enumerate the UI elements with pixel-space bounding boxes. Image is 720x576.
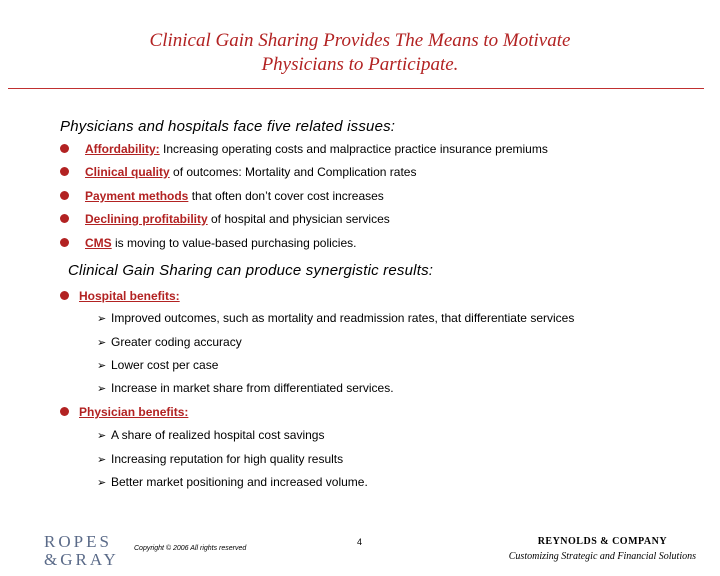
arrow-bullet-icon: ➢: [97, 313, 107, 325]
issue-keyword: Clinical quality: [85, 165, 170, 179]
issue-text: Increasing operating costs and malpractice practice insurance premiums: [159, 142, 548, 156]
issue-keyword: Payment methods: [85, 189, 189, 203]
benefit-group-physician: [60, 405, 188, 419]
physician-benefits-label: Physician benefits:: [79, 405, 189, 419]
copyright-notice: Copyright © 2006 All rights reserved: [134, 545, 247, 552]
issue-item: [60, 212, 390, 226]
bullet-dot-icon: [60, 238, 69, 247]
arrow-bullet-icon: ➢: [97, 454, 107, 466]
bullet-dot-icon: [60, 144, 69, 153]
arrow-bullet-icon: ➢: [97, 477, 107, 489]
issue-keyword: Declining profitability: [85, 212, 208, 226]
arrow-bullet-icon: ➢: [97, 383, 107, 395]
list-item: ➢ Greater coding accuracy: [97, 335, 242, 349]
bullet-dot-icon: [60, 407, 69, 416]
list-item: ➢ Increase in market share from differentiated services.: [97, 381, 394, 395]
issue-item: [60, 236, 356, 250]
benefit-group-hospital: [60, 289, 180, 303]
title-divider: [8, 88, 704, 89]
list-item: ➢ Better market positioning and increased volume.: [97, 475, 368, 489]
bullet-dot-icon: [60, 214, 69, 223]
section1-heading: Physicians and hospitals face five related issues:: [60, 118, 396, 135]
section2-heading: Clinical Gain Sharing can produce synergistic results:: [68, 262, 434, 279]
issue-keyword: Affordability:: [85, 142, 160, 156]
issue-text: that often don’t cover cost increases: [188, 189, 384, 203]
arrow-bullet-icon: ➢: [97, 430, 107, 442]
bullet-dot-icon: [60, 191, 69, 200]
arrow-bullet-icon: ➢: [97, 337, 107, 349]
issue-item: [60, 165, 416, 179]
page-number: 4: [357, 537, 363, 547]
issue-item: [60, 142, 548, 156]
issue-item: [60, 189, 384, 203]
list-item: ➢ A share of realized hospital cost savings: [97, 428, 325, 442]
arrow-bullet-icon: ➢: [97, 360, 107, 372]
slide-title-line2: Physicians to Participate.: [261, 54, 459, 75]
list-item: ➢ Improved outcomes, such as mortality and readmission rates, that differentiate services: [97, 311, 575, 325]
ropes-gray-logo: ROPES &GRAY: [44, 532, 119, 569]
slide-title-line1: Clinical Gain Sharing Provides The Means to Motivate: [149, 30, 571, 51]
list-item: ➢ Lower cost per case: [97, 358, 219, 372]
hospital-benefits-label: Hospital benefits:: [79, 289, 180, 303]
company-name: REYNOLDS & COMPANY: [537, 536, 668, 547]
bullet-dot-icon: [60, 291, 69, 300]
issue-text: of outcomes: Mortality and Complication rates: [169, 165, 417, 179]
company-block: [509, 536, 696, 562]
list-item: ➢ Increasing reputation for high quality results: [97, 452, 344, 466]
issue-keyword: CMS: [85, 236, 112, 250]
issue-text: is moving to value-based purchasing policies.: [111, 236, 357, 250]
issue-text: of hospital and physician services: [207, 212, 390, 226]
bullet-dot-icon: [60, 167, 69, 176]
company-tagline: Customizing Strategic and Financial Solutions: [508, 551, 696, 562]
